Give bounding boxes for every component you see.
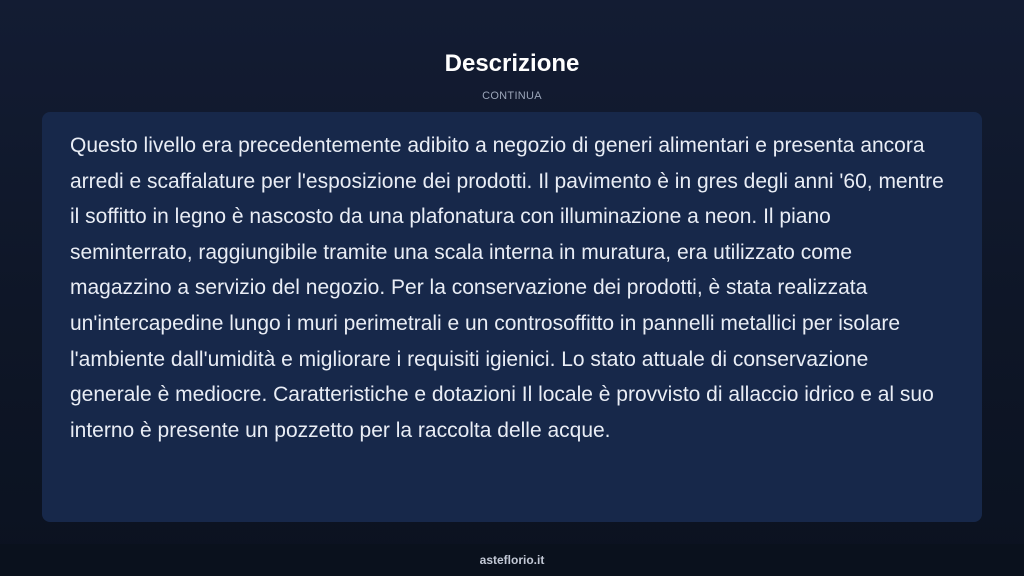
- page-subtitle: CONTINUA: [482, 90, 542, 102]
- footer-site-label: asteflorio.it: [479, 553, 545, 567]
- description-text: Questo livello era precedentemente adibito a negozio di generi alimentari e presenta ancora arredi e scaffalature per l'esposizione dei prodotti. Il pavimento è in gres degli anni '60, mentre il soffitto in legno è nascosto da una plafonatura con illuminazione a neon. Il piano seminterrato, raggiungibile tramite una scala interna in muratura, era utilizzato come magazzino a servizio del negozio. Per la conservazione dei prodotti, è stata realizzata un'intercapedine lungo i muri perimetrali e un controsoffitto in pannelli metallici per isolare l'ambiente dall'umidità e migliorare i requisiti igienici. Lo stato attuale di conservazione generale è mediocre. Caratteristiche e dotazioni Il locale è provvisto di allaccio idrico e al suo interno è presente un pozzetto per la raccolta delle acque.: [70, 134, 944, 442]
- footer-bar: [0, 544, 1024, 576]
- description-card: [42, 112, 982, 522]
- page-title: Descrizione: [444, 50, 580, 77]
